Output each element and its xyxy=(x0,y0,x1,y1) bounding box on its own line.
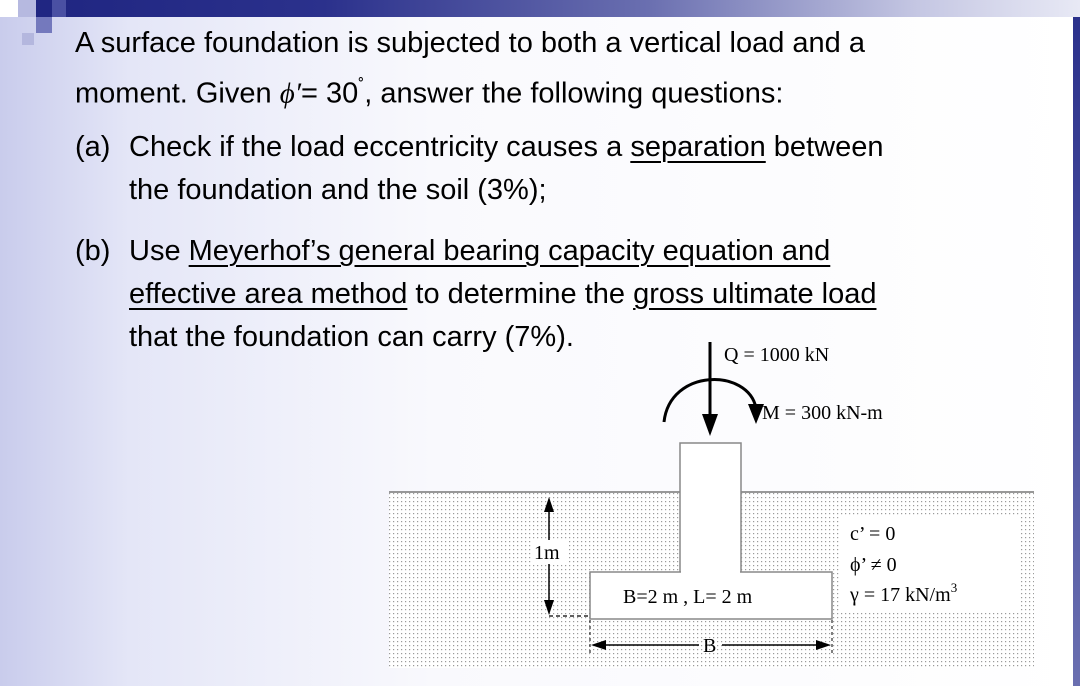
intro-line-2: moment. Given ϕ′= 30˚, answer the following questions: xyxy=(75,76,784,110)
footing-dimensions-label: B=2 m , L= 2 m xyxy=(623,586,753,608)
question-b-text: Use Meyerhof’s general bearing capacity equation and effective area method to determine the gross ultimate load that the foundation can carry (7%). xyxy=(129,235,877,353)
question-b-label: (b) xyxy=(75,235,111,267)
load-arrow-icon xyxy=(702,414,718,436)
width-label: B xyxy=(703,635,717,657)
soil-cohesion: c’ = 0 xyxy=(850,523,896,545)
keyword-gross-ultimate-load: gross ultimate load xyxy=(633,278,877,310)
foundation-column xyxy=(680,443,741,573)
soil-friction-angle: ϕ’ ≠ 0 xyxy=(850,554,897,576)
phi-symbol: ϕ′ xyxy=(279,77,302,110)
question-a-text: Check if the load eccentricity causes a separation between the foundation and the soil (3%); xyxy=(129,131,884,206)
keyword-separation: separation xyxy=(630,131,766,163)
load-label: Q = 1000 kN xyxy=(724,344,830,366)
moment-label: M = 300 kN-m xyxy=(762,402,883,424)
keyword-meyerhof: Meyerhof’s general bearing capacity equation and xyxy=(188,235,831,267)
depth-label: 1m xyxy=(534,542,560,564)
keyword-effective-area: effective area method xyxy=(129,278,408,310)
soil-unit-weight: γ = 17 $kN/m^3$ xyxy=(850,580,958,606)
intro-line-1: A surface foundation is subjected to both a vertical load and a xyxy=(75,27,865,59)
question-a-label: (a) xyxy=(75,131,111,163)
